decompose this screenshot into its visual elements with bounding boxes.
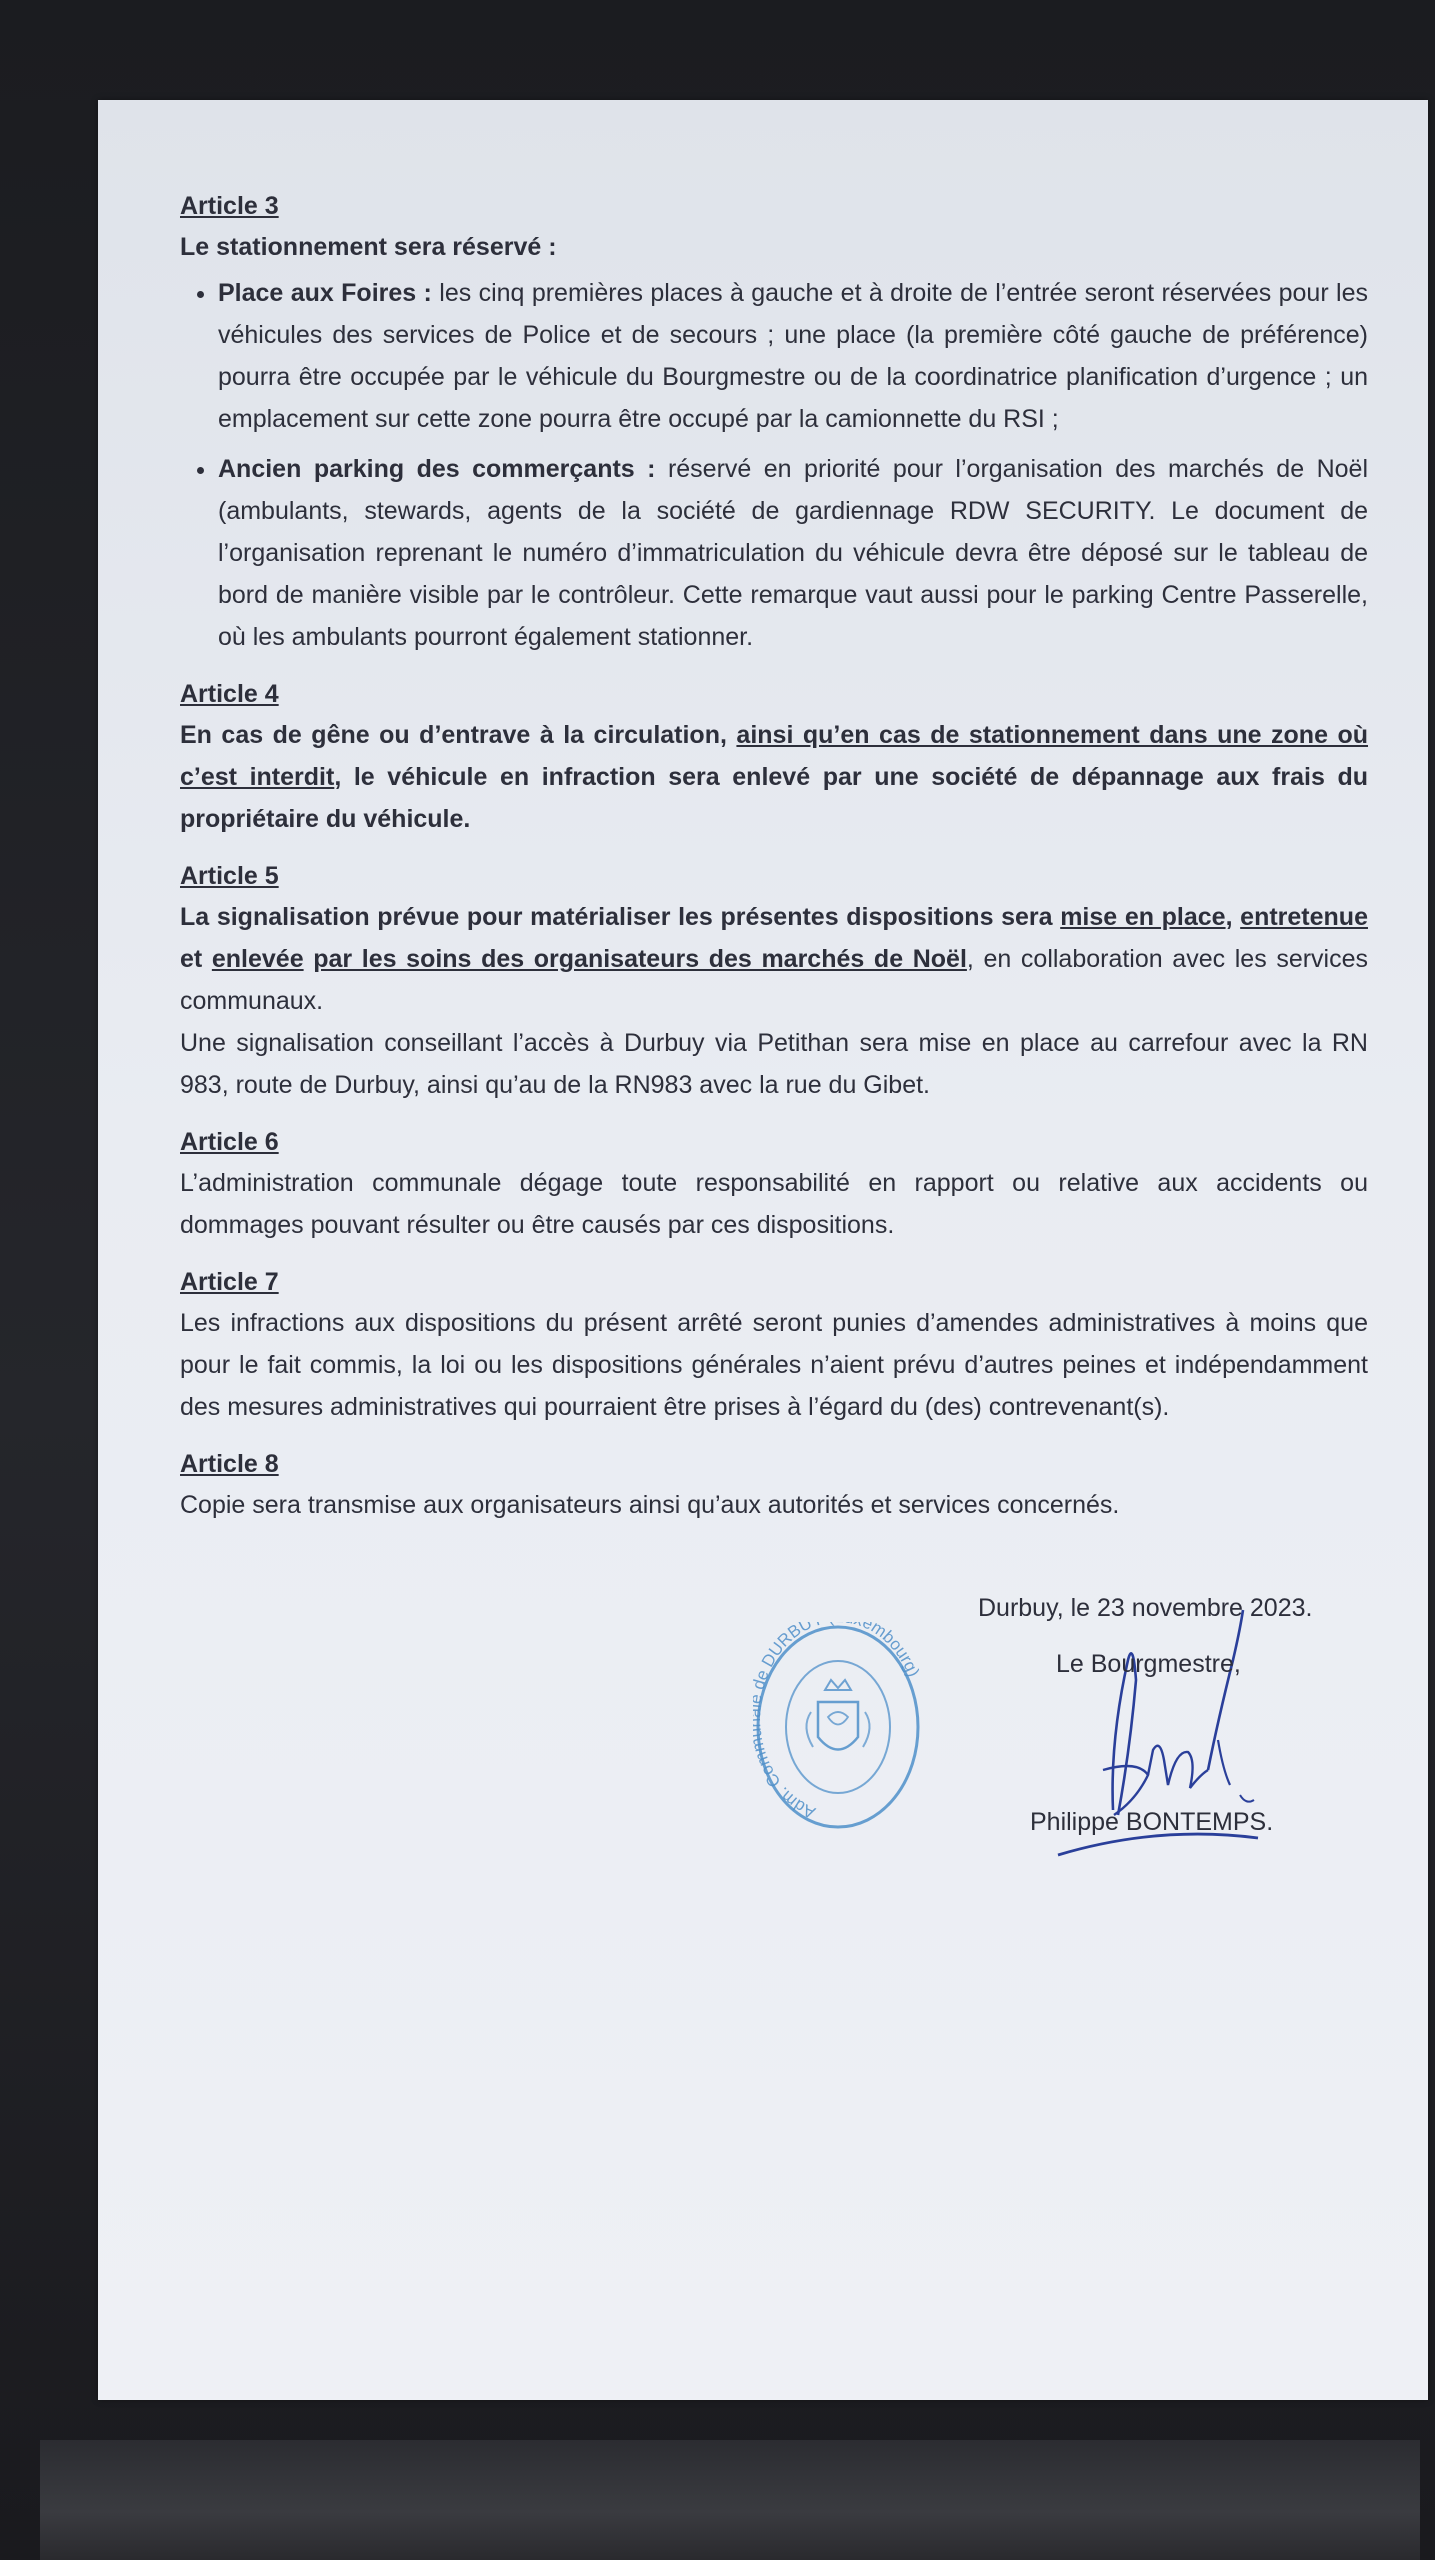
article-heading: Article 4: [180, 680, 279, 708]
article-6: [180, 1122, 1368, 1246]
item-title: Ancien parking des commerçants :: [218, 455, 656, 483]
article-text: L’administration communale dégage toute responsabilité en rapport ou relative aux accidents ou dommages pouvant résulter ou être causés par ces dispositions.: [180, 1169, 1368, 1239]
list-item: [218, 448, 1368, 658]
seal-graphic: [753, 1622, 923, 1832]
item-text: les cinq premières places à gauche et à droite de l’entrée seront réservées pour les véhicules des services de Police et de secours ; une place (la première côté gauche de préférence) pourra être occupée par le véhicule du Bourgmestre ou de la coordinatrice planification d’urgence ; un emplacement sur cette zone pourra être occupé par la camionnette du RSI ;: [218, 279, 1368, 433]
seal-text: Adm. Com e DURBU embourg): [753, 1622, 923, 1823]
signatory-name: Philippe BONTEMPS.: [1030, 1808, 1274, 1836]
article-3: [180, 186, 1368, 658]
article-text: [180, 714, 1368, 840]
text-part: , en collaboration avec les services communaux.: [180, 945, 1369, 1015]
article-text: Copie sera transmise aux organisateurs ainsi qu’aux autorités et services concernés.: [180, 1491, 1120, 1519]
municipal-seal-icon: [753, 1622, 923, 1832]
underlined-text: entretenue: [1240, 903, 1368, 931]
article-8: [180, 1444, 1368, 1526]
item-text: réservé en priorité pour l’organisation des marchés de Noël (ambulants, stewards, agents de la société de gardiennage RDW SECURITY. Le document de l’organisation reprenant le numéro d’immatriculation du véhicule devra être déposé sur le tableau de bord de manière visible par le contrôleur. Cette remarque vaut aussi pour le parking Centre Passerelle, où les ambulants pourront également stationner.: [218, 455, 1368, 651]
underlined-text: par les soins des organisateurs des marchés de Noël: [313, 945, 967, 973]
underlined-text: mise en place: [1060, 903, 1226, 931]
text-part: [304, 945, 314, 973]
article-heading: Article 6: [180, 1128, 279, 1156]
article-7: [180, 1262, 1368, 1428]
text-part: et: [180, 945, 212, 973]
article-5: [180, 856, 1368, 1106]
list-item: [218, 272, 1368, 440]
underlined-text: enlevée: [211, 945, 304, 973]
article-text: [180, 896, 1368, 1022]
text-part: ,: [1225, 903, 1241, 931]
document-page: [98, 100, 1428, 2400]
article-heading: Article 3: [180, 192, 279, 220]
screen-bezel-bottom: [40, 2440, 1420, 2560]
underlined-text: ainsi qu’en cas de stationnement dans une zone où c’est interdit: [180, 721, 1369, 791]
text-part: La signalisation prévue pour matérialiser les présentes dispositions sera: [180, 903, 1061, 931]
article-text: Les infractions aux dispositions du présent arrêté seront punies d’amendes administratives à moins que pour le fait commis, la loi ou les dispositions générales n’aient prévu d’autres peines et indépendamment des mesures administratives qui pourraient être prises à l’égard du (des) contrevenant(s).: [180, 1309, 1368, 1421]
article-4: [180, 674, 1368, 840]
item-title: Place aux Foires :: [218, 279, 432, 307]
signatory-title: Le Bourgmestre,: [1056, 1650, 1241, 1678]
article-intro: Le stationnement sera réservé :: [180, 233, 557, 261]
document-content: [180, 186, 1368, 1542]
article-heading: Article 8: [180, 1450, 279, 1478]
place-date: Durbuy, le 23 novembre 2023.: [978, 1594, 1313, 1622]
text-part: En cas de gêne ou d’entrave à la circulation,: [180, 721, 737, 749]
article-heading: Article 7: [180, 1268, 279, 1296]
signature-block: [978, 1588, 1338, 1842]
article-heading: Article 5: [180, 862, 279, 890]
article-3-list: [180, 272, 1368, 658]
article-text: Une signalisation conseillant l’accès à Durbuy via Petithan sera mise en place au carrefour avec la RN 983, route de Durbuy, ainsi qu’au de la RN983 avec la rue du Gibet.: [180, 1029, 1368, 1099]
text-part: , le véhicule en infraction sera enlevé par une société de dépannage aux frais du propriétaire du véhicule.: [180, 763, 1368, 833]
